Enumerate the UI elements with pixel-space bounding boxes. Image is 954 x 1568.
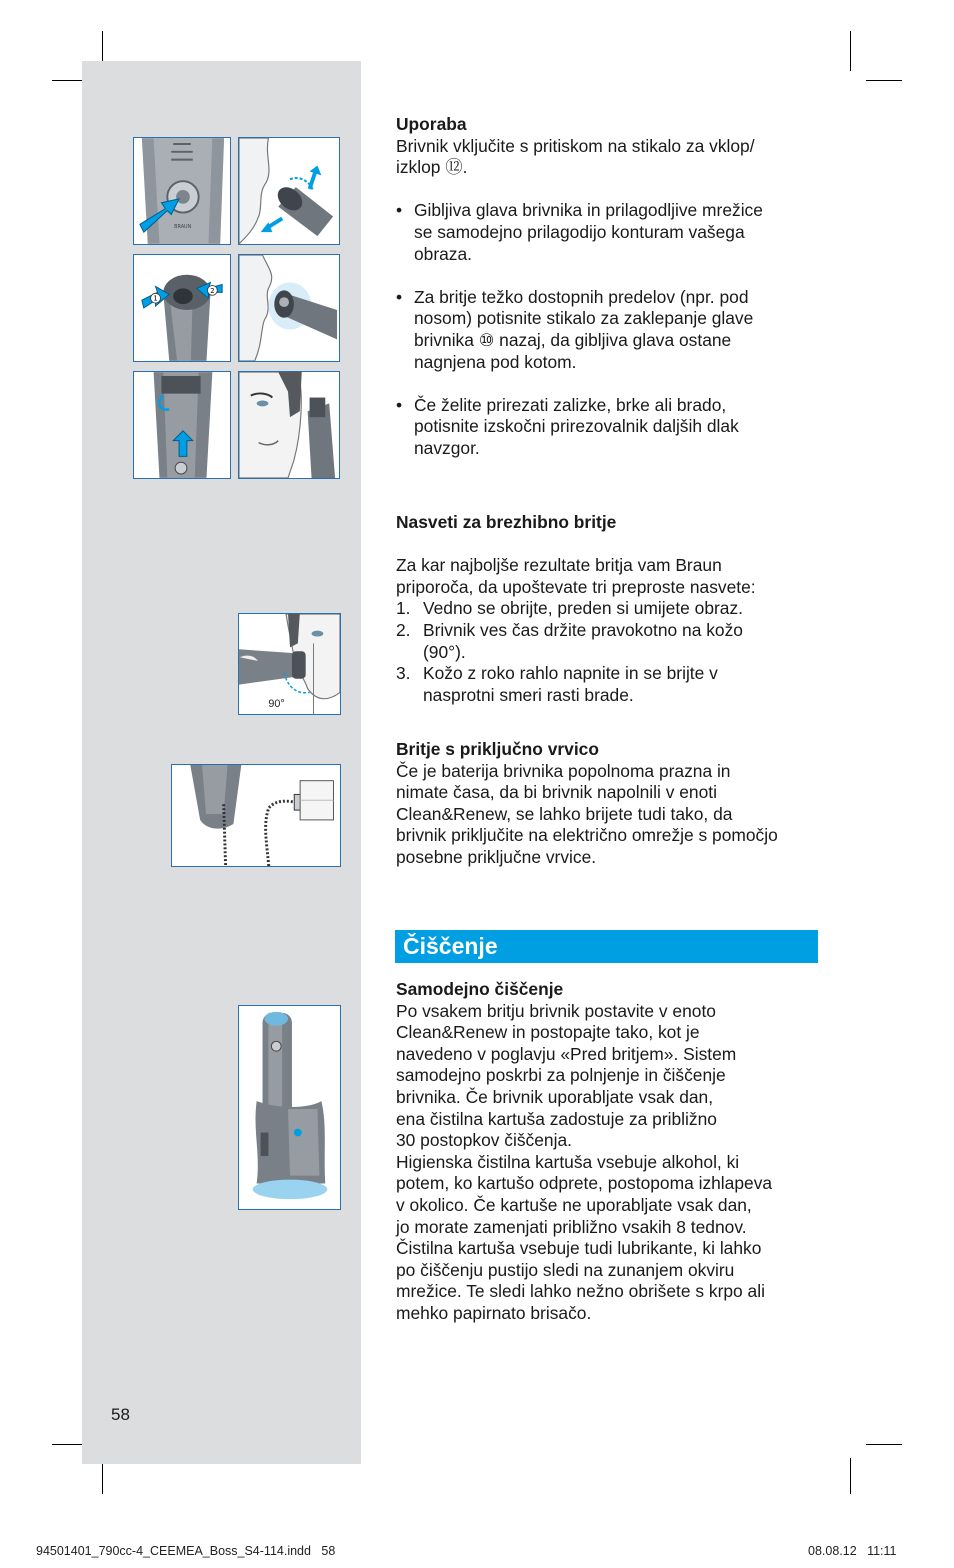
tips-item [396, 598, 826, 620]
cleaning-line: samodejno poskrbi za polnjenje in čiščenje [396, 1065, 726, 1086]
figure-power-cord [171, 764, 341, 867]
bullet-line: nagnjena pod kotom. [414, 351, 577, 372]
step-number: 2 [210, 286, 215, 295]
footer-timestamp: 08.08.12 11:11 [808, 1544, 897, 1558]
bullet-mark: • [396, 200, 403, 221]
section-tips [396, 512, 826, 706]
item-line: nasprotni smeri rasti brade. [423, 684, 634, 705]
figure-lock-switch [133, 254, 231, 362]
bullet-mark: • [396, 394, 403, 415]
cleaning-line: mrežice. Te sledi lahko nežno obrišete s krpo ali [396, 1281, 765, 1302]
section-usage [396, 114, 826, 460]
figure-power-button [133, 137, 231, 245]
page-number: 58 [111, 1405, 130, 1424]
crop-mark [52, 80, 82, 81]
usage-bullet [396, 200, 826, 265]
bullet-line: potisnite izskočni prirezovalnik daljših dlak [414, 416, 739, 437]
step-number: 1 [153, 294, 158, 303]
cleaning-line: brivnika. Če brivnik uporabljate vsak dan, [396, 1086, 714, 1107]
cleaning-line: 30 postopkov čiščenja. [396, 1130, 572, 1151]
tips-item [396, 663, 826, 706]
cleaning-line: v okolico. Če kartuše ne uporabljate vsak dan, [396, 1194, 752, 1215]
figure-face-contour [238, 137, 340, 245]
section-title-bar [395, 930, 818, 963]
cord-line: Clean&Renew, se lahko brijete tudi tako, da [396, 803, 733, 824]
usage-intro-line: Brivnik vključite s pritiskom na stikalo za vklop/ [396, 135, 755, 156]
section-cleaning [396, 979, 826, 1325]
bullet-line: obraza. [414, 243, 473, 264]
cleaning-line: Čistilna kartuša vsebuje tudi lubrikante, ki lahko [396, 1238, 762, 1259]
figure-right-angle [238, 613, 341, 715]
tips-item [396, 620, 826, 663]
crop-mark [850, 31, 851, 71]
bullet-line: se samodejno prilagodijo konturam vašega [414, 221, 745, 242]
figure-clean-renew [238, 1005, 341, 1210]
cleaning-line: potem, ko kartušo odprete, postopoma izhlapeva [396, 1173, 773, 1194]
figure-under-nose [238, 254, 340, 362]
crop-mark [866, 80, 902, 81]
cord-heading: Britje s priključno vrvico [396, 739, 599, 759]
crop-mark [866, 1444, 902, 1445]
section-cord [396, 739, 826, 869]
crop-mark [850, 1458, 851, 1494]
usage-bullet [396, 395, 826, 460]
cleaning-line: po čiščenju pustijo sledi na zunanjem okviru [396, 1259, 735, 1280]
cleaning-line: jo morate zamenjati približno vsakih 8 tednov. [396, 1216, 747, 1237]
bullet-mark: • [396, 286, 403, 307]
item-line: Vedno se obrijte, preden si umijete obraz. [423, 598, 743, 619]
cord-line: nimate časa, da bi brivnik napolnili v enoti [396, 782, 717, 803]
cleaning-line: Higienska čistilna kartuša vsebuje alkohol, ki [396, 1151, 740, 1172]
item-line: Brivnik ves čas držite pravokotno na kožo [423, 619, 743, 640]
footer-file-info: 94501401_790cc-4_CEEMEA_Boss_S4-114.indd 58 [36, 1544, 336, 1558]
bullet-line: nosom) potisnite stikalo za zaklepanje glave [414, 308, 754, 329]
item-number: 2. [396, 619, 411, 640]
cord-line: posebne priključne vrvice. [396, 846, 597, 867]
item-number: 1. [396, 598, 411, 619]
bullet-line: navzgor. [414, 437, 480, 458]
angle-label: 90° [268, 698, 285, 711]
bullet-line: Gibljiva glava brivnika in prilagodljive mrežice [414, 200, 763, 221]
cleaning-line: navedeno v poglavju «Pred britjem». Sistem [396, 1043, 737, 1064]
figure-sideburns [238, 371, 340, 479]
brand-text: BRAUN [174, 224, 192, 231]
bullet-line: brivnika ⑩ nazaj, da gibljiva glava ostane [414, 329, 732, 350]
item-number: 3. [396, 663, 411, 684]
cleaning-line: Po vsakem britju brivnik postavite v enoto [396, 1000, 716, 1021]
item-line: Kožo z roko rahlo napnite in se brijte v [423, 663, 718, 684]
cleaning-line: ena čistilna kartuša zadostuje za približno [396, 1108, 717, 1129]
cleaning-line: mehko papirnato brisačo. [396, 1302, 592, 1323]
item-line: (90°). [423, 641, 466, 662]
cleaning-heading: Samodejno čiščenje [396, 979, 564, 999]
tips-heading: Nasveti za brezhibno britje [396, 512, 617, 532]
bullet-line: Če želite prirezati zalizke, brke ali brado, [414, 394, 727, 415]
bullet-line: Za britje težko dostopnih predelov (npr. pod [414, 286, 749, 307]
cord-line: Če je baterija brivnika popolnoma prazna in [396, 760, 731, 781]
cleaning-line: Clean&Renew in postopajte tako, kot je [396, 1022, 700, 1043]
tips-intro-line: priporoča, da upoštevate tri preproste nasvete: [396, 576, 756, 597]
cord-line: brivnik priključite na električno omrežje s pomočjo [396, 825, 778, 846]
usage-heading: Uporaba [396, 114, 467, 134]
section-title: Čiščenje [403, 933, 498, 959]
figure-trimmer [133, 371, 231, 479]
crop-mark [52, 1444, 82, 1445]
usage-bullet [396, 287, 826, 373]
usage-intro-line: izklop ⑫. [396, 157, 468, 178]
tips-intro-line: Za kar najboljše rezultate britja vam Braun [396, 555, 722, 576]
